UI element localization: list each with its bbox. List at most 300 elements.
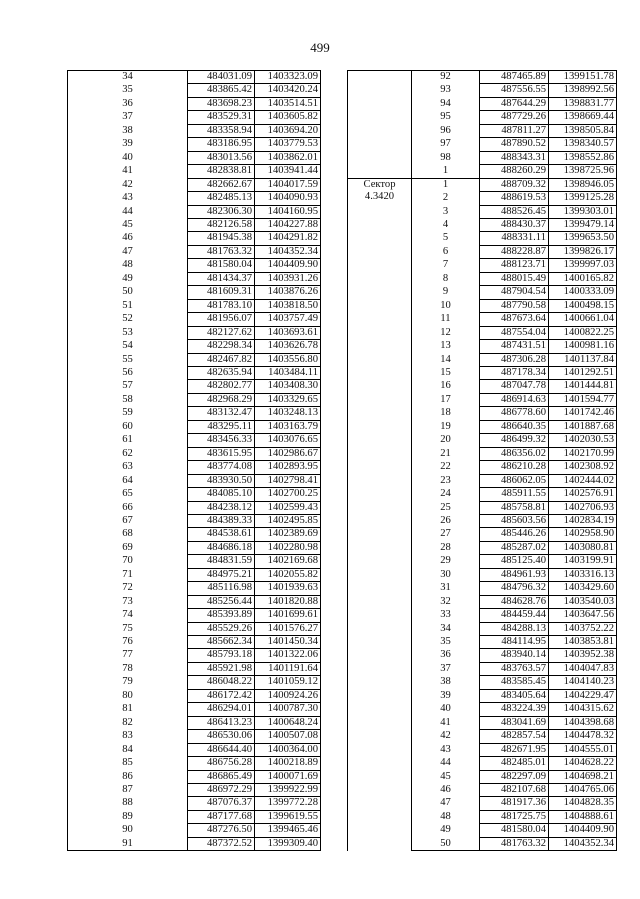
point-number: 31: [412, 582, 480, 595]
point-number: 66: [68, 501, 188, 514]
point-number: 77: [68, 649, 188, 662]
coordinate-x: 487306.28: [480, 353, 549, 366]
coordinate-y: 1401444.81: [549, 380, 617, 393]
coordinate-y: 1403248.13: [255, 407, 321, 420]
table-row: [68, 97, 321, 110]
coordinate-x: 485911.55: [480, 488, 549, 501]
coordinate-x: 482838.81: [188, 165, 255, 178]
coordinate-y: 1403420.24: [255, 84, 321, 97]
point-number: 38: [68, 124, 188, 137]
coordinate-x: 485446.26: [480, 528, 549, 541]
coordinate-x: 481580.04: [480, 824, 549, 837]
point-number: 91: [68, 837, 188, 850]
coordinate-y: 1404291.82: [255, 232, 321, 245]
point-number: 14: [412, 353, 480, 366]
point-number: 42: [68, 178, 188, 191]
coordinate-y: 1403514.51: [255, 97, 321, 110]
coordinate-y: 1403080.81: [549, 541, 617, 554]
coordinate-y: 1401594.77: [549, 393, 617, 406]
coordinate-x: 485287.02: [480, 541, 549, 554]
coordinate-x: 487554.04: [480, 326, 549, 339]
point-number: 54: [68, 340, 188, 353]
coordinate-y: 1398992.56: [549, 84, 617, 97]
coordinate-y: 1399125.28: [549, 192, 617, 205]
coordinate-y: 1403941.44: [255, 165, 321, 178]
coordinate-x: 486294.01: [188, 703, 255, 716]
coordinate-y: 1398340.57: [549, 138, 617, 151]
point-number: 30: [412, 568, 480, 581]
coordinate-x: 488331.11: [480, 232, 549, 245]
table-row: [68, 622, 321, 635]
table-row: [68, 313, 321, 326]
point-number: 3: [412, 205, 480, 218]
coordinate-y: 1403329.65: [255, 393, 321, 406]
sector-label: Сектор: [363, 178, 396, 190]
coordinate-y: 1402706.93: [549, 501, 617, 514]
point-number: 67: [68, 514, 188, 527]
coordinate-x: 483041.69: [480, 716, 549, 729]
coordinate-x: 482635.94: [188, 366, 255, 379]
coordinate-x: 482968.29: [188, 393, 255, 406]
coordinate-x: 488709.32: [480, 178, 549, 191]
coordinate-y: 1400071.69: [255, 770, 321, 783]
coordinate-x: 485125.40: [480, 555, 549, 568]
point-number: 50: [412, 837, 480, 850]
coordinate-x: 484288.13: [480, 622, 549, 635]
point-number: 22: [412, 461, 480, 474]
coordinate-x: 485793.18: [188, 649, 255, 662]
table-row: [68, 636, 321, 649]
point-number: 45: [412, 770, 480, 783]
point-number: 44: [68, 205, 188, 218]
coordinate-x: 481783.10: [188, 299, 255, 312]
coordinate-y: 1402958.90: [549, 528, 617, 541]
table-row: [68, 568, 321, 581]
point-number: 32: [412, 595, 480, 608]
point-number: 21: [412, 447, 480, 460]
coordinate-y: 1404140.23: [549, 676, 617, 689]
coordinate-y: 1404352.34: [549, 837, 617, 850]
table-row: [68, 555, 321, 568]
point-number: 1: [412, 165, 480, 178]
coordinate-x: 487047.78: [480, 380, 549, 393]
point-number: 41: [68, 165, 188, 178]
coordinate-y: 1400165.82: [549, 272, 617, 285]
point-number: 75: [68, 622, 188, 635]
point-number: 72: [68, 582, 188, 595]
point-number: 61: [68, 434, 188, 447]
coordinate-y: 1403952.38: [549, 649, 617, 662]
point-number: 70: [68, 555, 188, 568]
table-row: [68, 541, 321, 554]
coordinate-y: 1402169.68: [255, 555, 321, 568]
coordinate-x: 485603.56: [480, 514, 549, 527]
coordinate-y: 1403076.65: [255, 434, 321, 447]
table-row: [68, 582, 321, 595]
left-coordinates-table: [67, 70, 321, 851]
coordinate-y: 1399772.28: [255, 797, 321, 810]
point-number: 16: [412, 380, 480, 393]
table-row: [68, 124, 321, 137]
coordinate-x: 485662.34: [188, 636, 255, 649]
point-number: 15: [412, 366, 480, 379]
coordinate-x: 487790.58: [480, 299, 549, 312]
coordinate-y: 1403853.81: [549, 636, 617, 649]
table-row: [68, 340, 321, 353]
table-row: [68, 474, 321, 487]
coordinate-y: 1404398.68: [549, 716, 617, 729]
coordinate-y: 1404409.90: [255, 259, 321, 272]
table-row: [68, 810, 321, 823]
coordinate-y: 1400507.08: [255, 730, 321, 743]
coordinate-x: 487890.52: [480, 138, 549, 151]
coordinate-x: 481945.38: [188, 232, 255, 245]
point-number: 83: [68, 730, 188, 743]
coordinate-y: 1400981.16: [549, 340, 617, 353]
point-number: 20: [412, 434, 480, 447]
coordinate-x: 487644.29: [480, 97, 549, 110]
point-number: 29: [412, 555, 480, 568]
coordinate-x: 482857.54: [480, 730, 549, 743]
coordinate-x: 484389.33: [188, 514, 255, 527]
coordinate-y: 1403818.50: [255, 299, 321, 312]
coordinate-y: 1402308.92: [549, 461, 617, 474]
coordinate-y: 1403779.53: [255, 138, 321, 151]
coordinate-x: 483186.95: [188, 138, 255, 151]
coordinate-y: 1401939.63: [255, 582, 321, 595]
point-number: 8: [412, 272, 480, 285]
coordinate-x: 483224.39: [480, 703, 549, 716]
coordinate-y: 1400924.26: [255, 689, 321, 702]
point-number: 78: [68, 662, 188, 675]
coordinate-y: 1403876.26: [255, 286, 321, 299]
coordinate-x: 486210.28: [480, 461, 549, 474]
point-number: 17: [412, 393, 480, 406]
point-number: 43: [412, 743, 480, 756]
coordinate-x: 482107.68: [480, 784, 549, 797]
coordinate-x: 483615.95: [188, 447, 255, 460]
point-number: 19: [412, 420, 480, 433]
coordinate-y: 1402798.41: [255, 474, 321, 487]
coordinate-y: 1402280.98: [255, 541, 321, 554]
point-number: 40: [412, 703, 480, 716]
coordinate-y: 1398831.77: [549, 97, 617, 110]
coordinate-y: 1404160.95: [255, 205, 321, 218]
table-row: [68, 784, 321, 797]
sector-cell: [348, 178, 412, 851]
coordinate-x: 486865.49: [188, 770, 255, 783]
table-row: [68, 84, 321, 97]
coordinate-x: 483763.57: [480, 662, 549, 675]
point-number: 36: [412, 649, 480, 662]
coordinate-y: 1403931.26: [255, 272, 321, 285]
point-number: 68: [68, 528, 188, 541]
point-number: 39: [68, 138, 188, 151]
coordinate-x: 483698.23: [188, 97, 255, 110]
coordinate-y: 1400498.15: [549, 299, 617, 312]
coordinate-x: 483295.11: [188, 420, 255, 433]
point-number: 41: [412, 716, 480, 729]
table-row: [68, 232, 321, 245]
point-number: 12: [412, 326, 480, 339]
coordinate-y: 1403484.11: [255, 366, 321, 379]
coordinate-x: 485393.89: [188, 609, 255, 622]
table-row: [68, 380, 321, 393]
coordinate-y: 1404765.06: [549, 784, 617, 797]
table-row: [68, 488, 321, 501]
coordinate-x: 485116.98: [188, 582, 255, 595]
coordinate-y: 1404229.47: [549, 689, 617, 702]
point-number: 50: [68, 286, 188, 299]
table-row: [68, 730, 321, 743]
sector-code: 4.3420: [364, 191, 395, 203]
coordinate-x: 482298.34: [188, 340, 255, 353]
point-number: 52: [68, 313, 188, 326]
coordinate-x: 485529.26: [188, 622, 255, 635]
coordinate-y: 1401699.61: [255, 609, 321, 622]
table-row: [68, 245, 321, 258]
point-number: 9: [412, 286, 480, 299]
table-row: [68, 272, 321, 285]
coordinate-y: 1399151.78: [549, 71, 617, 84]
table-row: [68, 299, 321, 312]
coordinate-x: 486499.32: [480, 434, 549, 447]
point-number: 60: [68, 420, 188, 433]
table-row: [68, 111, 321, 124]
coordinate-x: 488228.87: [480, 245, 549, 258]
coordinate-y: 1402389.69: [255, 528, 321, 541]
point-number: 23: [412, 474, 480, 487]
coordinate-x: 484961.93: [480, 568, 549, 581]
coordinate-y: 1404227.88: [255, 218, 321, 231]
coordinate-y: 1400822.25: [549, 326, 617, 339]
point-number: 28: [412, 541, 480, 554]
coordinate-y: 1401322.06: [255, 649, 321, 662]
coordinate-y: 1402495.85: [255, 514, 321, 527]
point-number: 80: [68, 689, 188, 702]
coordinate-y: 1398946.05: [549, 178, 617, 191]
table-row: [68, 165, 321, 178]
coordinate-x: 488123.71: [480, 259, 549, 272]
point-number: 98: [412, 151, 480, 164]
point-number: 13: [412, 340, 480, 353]
coordinate-y: 1403323.09: [255, 71, 321, 84]
coordinate-x: 483132.47: [188, 407, 255, 420]
coordinate-x: 482297.09: [480, 770, 549, 783]
point-number: 96: [412, 124, 480, 137]
coordinate-y: 1403408.30: [255, 380, 321, 393]
table-row: [68, 366, 321, 379]
table-row: [68, 837, 321, 850]
coordinate-x: 484628.76: [480, 595, 549, 608]
point-number: 35: [68, 84, 188, 97]
point-number: 63: [68, 461, 188, 474]
coordinate-y: 1402893.95: [255, 461, 321, 474]
page-number: 499: [310, 40, 330, 55]
coordinate-y: 1403556.80: [255, 353, 321, 366]
coordinate-x: 486062.05: [480, 474, 549, 487]
coordinate-x: 482126.58: [188, 218, 255, 231]
coordinate-x: 486914.63: [480, 393, 549, 406]
coordinate-x: 487811.27: [480, 124, 549, 137]
point-number: 64: [68, 474, 188, 487]
coordinate-y: 1404352.34: [255, 245, 321, 258]
coordinate-x: 485758.81: [480, 501, 549, 514]
table-row: [68, 716, 321, 729]
point-number: 18: [412, 407, 480, 420]
coordinate-y: 1403199.91: [549, 555, 617, 568]
coordinate-y: 1402170.99: [549, 447, 617, 460]
table-row: [68, 689, 321, 702]
coordinate-x: 482467.82: [188, 353, 255, 366]
point-number: 85: [68, 757, 188, 770]
point-number: 47: [68, 245, 188, 258]
right-coordinates-table: [347, 70, 617, 851]
point-number: 92: [412, 71, 480, 84]
coordinate-x: 486172.42: [188, 689, 255, 702]
coordinate-y: 1399922.99: [255, 784, 321, 797]
point-number: 49: [412, 824, 480, 837]
table-row: [68, 407, 321, 420]
coordinate-x: 482485.01: [480, 757, 549, 770]
point-number: 6: [412, 245, 480, 258]
point-number: 89: [68, 810, 188, 823]
coordinate-y: 1403605.82: [255, 111, 321, 124]
sector-cell-previous: [348, 71, 412, 179]
point-number: 84: [68, 743, 188, 756]
table-row: [68, 703, 321, 716]
point-number: 59: [68, 407, 188, 420]
table-row: [68, 757, 321, 770]
table-row: [68, 514, 321, 527]
coordinate-y: 1403752.22: [549, 622, 617, 635]
coordinate-x: 487673.64: [480, 313, 549, 326]
coordinate-x: 484538.61: [188, 528, 255, 541]
point-number: 73: [68, 595, 188, 608]
coordinate-y: 1403693.61: [255, 326, 321, 339]
coordinate-y: 1402576.91: [549, 488, 617, 501]
coordinate-y: 1398725.96: [549, 165, 617, 178]
coordinate-x: 482802.77: [188, 380, 255, 393]
coordinate-y: 1401820.88: [255, 595, 321, 608]
coordinate-y: 1399465.46: [255, 824, 321, 837]
coordinate-x: 482671.95: [480, 743, 549, 756]
point-number: 48: [412, 810, 480, 823]
coordinate-x: 488015.49: [480, 272, 549, 285]
coordinate-y: 1404478.32: [549, 730, 617, 743]
point-number: 35: [412, 636, 480, 649]
coordinate-y: 1401137.84: [549, 353, 617, 366]
point-number: 43: [68, 192, 188, 205]
coordinate-y: 1403647.56: [549, 609, 617, 622]
table-row: [68, 71, 321, 84]
coordinate-x: 481917.36: [480, 797, 549, 810]
point-number: 40: [68, 151, 188, 164]
coordinate-y: 1402986.67: [255, 447, 321, 460]
table-row: [68, 420, 321, 433]
coordinate-x: 486756.28: [188, 757, 255, 770]
point-number: 71: [68, 568, 188, 581]
coordinate-x: 481725.75: [480, 810, 549, 823]
point-number: 51: [68, 299, 188, 312]
coordinate-x: 486048.22: [188, 676, 255, 689]
coordinate-y: 1402834.19: [549, 514, 617, 527]
point-number: 42: [412, 730, 480, 743]
coordinate-x: 486530.06: [188, 730, 255, 743]
coordinate-x: 482306.30: [188, 205, 255, 218]
coordinate-y: 1399997.03: [549, 259, 617, 272]
coordinate-y: 1404628.22: [549, 757, 617, 770]
table-row: [68, 218, 321, 231]
coordinate-y: 1404047.83: [549, 662, 617, 675]
coordinate-y: 1400648.24: [255, 716, 321, 729]
coordinate-y: 1404555.01: [549, 743, 617, 756]
point-number: 65: [68, 488, 188, 501]
point-number: 27: [412, 528, 480, 541]
coordinate-x: 486778.60: [480, 407, 549, 420]
coordinate-x: 487729.26: [480, 111, 549, 124]
coordinate-y: 1398505.84: [549, 124, 617, 137]
coordinate-y: 1400364.00: [255, 743, 321, 756]
coordinate-x: 487431.51: [480, 340, 549, 353]
coordinate-y: 1403429.60: [549, 582, 617, 595]
coordinate-x: 487076.37: [188, 797, 255, 810]
coordinate-y: 1404698.21: [549, 770, 617, 783]
coordinate-y: 1402444.02: [549, 474, 617, 487]
coordinate-x: 486413.23: [188, 716, 255, 729]
coordinate-x: 487372.52: [188, 837, 255, 850]
point-number: 38: [412, 676, 480, 689]
coordinate-x: 487178.34: [480, 366, 549, 379]
coordinate-y: 1403540.03: [549, 595, 617, 608]
point-number: 26: [412, 514, 480, 527]
coordinate-y: 1401742.46: [549, 407, 617, 420]
coordinate-y: 1404828.35: [549, 797, 617, 810]
coordinate-y: 1399303.01: [549, 205, 617, 218]
point-number: 82: [68, 716, 188, 729]
coordinate-y: 1398552.86: [549, 151, 617, 164]
coordinate-x: 483774.08: [188, 461, 255, 474]
coordinate-x: 487276.50: [188, 824, 255, 837]
coordinate-y: 1400661.04: [549, 313, 617, 326]
coordinate-x: 481956.07: [188, 313, 255, 326]
coordinate-y: 1404017.59: [255, 178, 321, 191]
point-number: 55: [68, 353, 188, 366]
coordinate-y: 1402599.43: [255, 501, 321, 514]
coordinate-x: 481434.37: [188, 272, 255, 285]
coordinate-y: 1399619.55: [255, 810, 321, 823]
point-number: 2: [412, 192, 480, 205]
point-number: 25: [412, 501, 480, 514]
coordinate-x: 481609.31: [188, 286, 255, 299]
point-number: 44: [412, 757, 480, 770]
point-number: 90: [68, 824, 188, 837]
coordinate-y: 1402055.82: [255, 568, 321, 581]
point-number: 4: [412, 218, 480, 231]
point-number: 46: [412, 784, 480, 797]
table-row: [68, 743, 321, 756]
coordinate-y: 1403862.01: [255, 151, 321, 164]
coordinate-y: 1401576.27: [255, 622, 321, 635]
coordinate-x: 486644.40: [188, 743, 255, 756]
coordinate-x: 487177.68: [188, 810, 255, 823]
coordinate-x: 481580.04: [188, 259, 255, 272]
coordinate-y: 1399479.14: [549, 218, 617, 231]
point-number: 56: [68, 366, 188, 379]
point-number: 86: [68, 770, 188, 783]
coordinate-y: 1403316.13: [549, 568, 617, 581]
coordinate-x: 488526.45: [480, 205, 549, 218]
